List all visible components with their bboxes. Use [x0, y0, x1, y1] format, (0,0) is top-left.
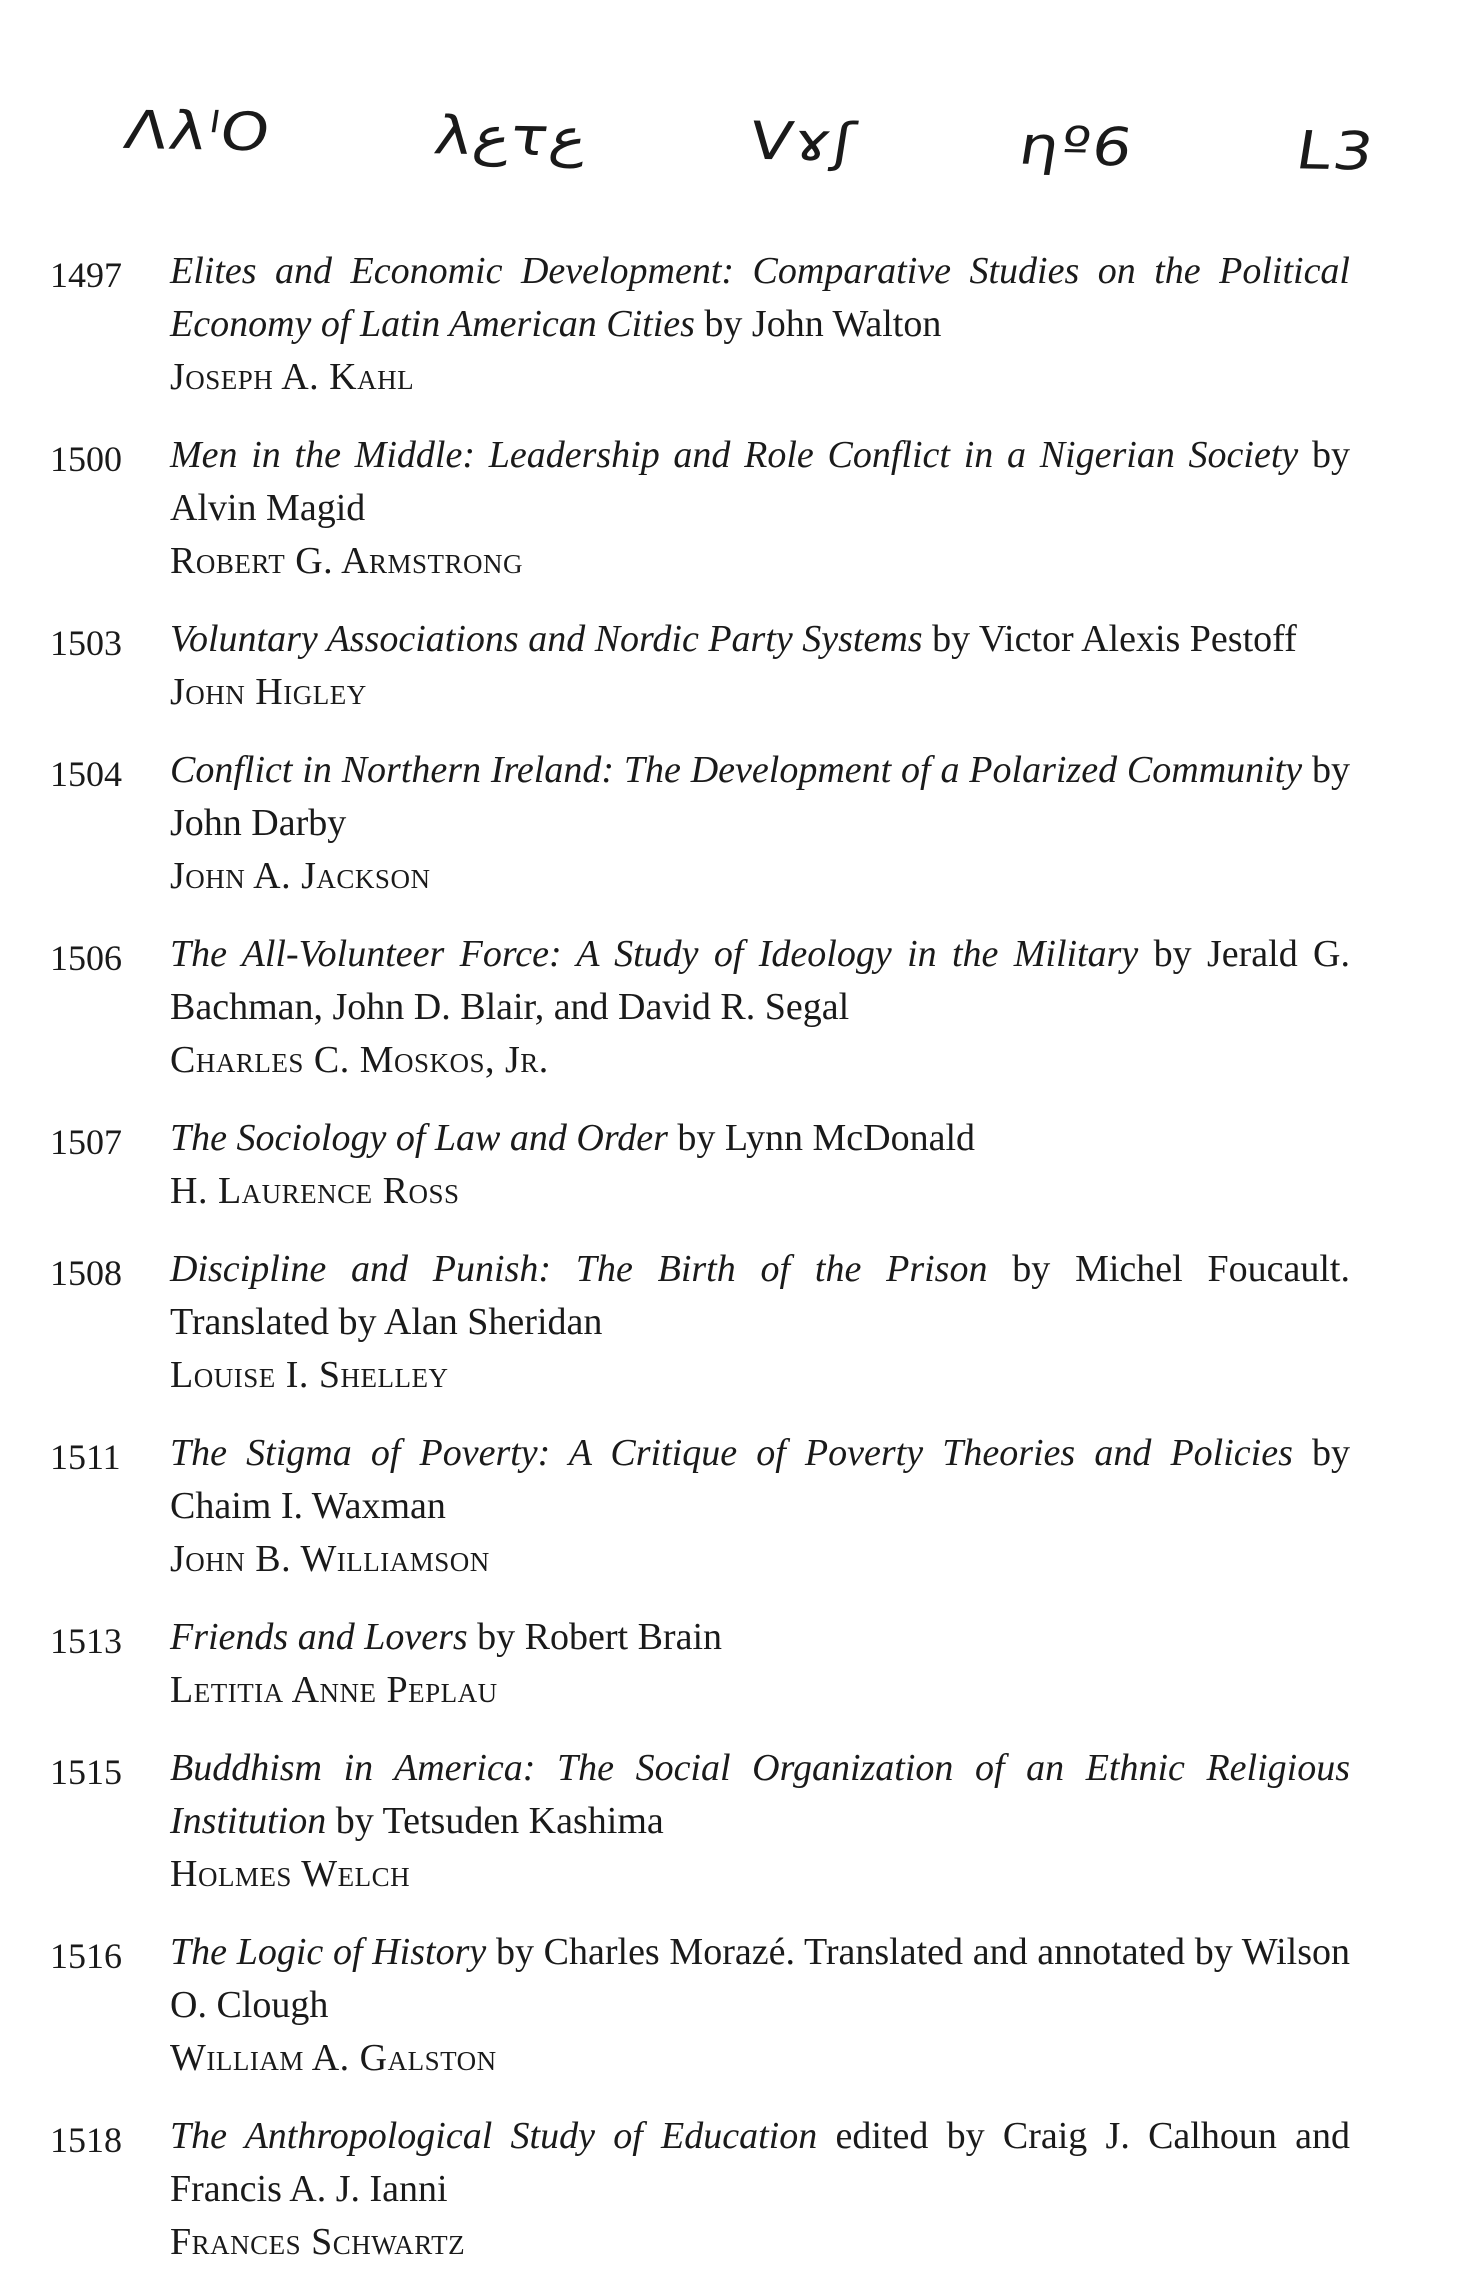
page-number: 1506 — [50, 938, 122, 978]
book-author: by Michel Foucault. Translated by Alan Sheridan — [170, 1248, 1350, 1343]
book-title: The Sociology of Law and Order — [170, 1117, 668, 1159]
handwritten-mark: Vɤʃ — [745, 109, 862, 173]
review-entry — [50, 1926, 1350, 2085]
review-entry — [50, 429, 1350, 588]
entry-body — [170, 613, 1350, 719]
handwritten-mark: ΛλˡO — [120, 98, 277, 163]
review-entry — [50, 744, 1350, 903]
book-author: edited by Craig J. Calhoun and Francis A. J. Ianni — [170, 2115, 1350, 2210]
book-title: Discipline and Punish: The Birth of the Prison — [170, 1248, 988, 1290]
entry-body — [170, 1742, 1350, 1901]
review-entry — [50, 613, 1350, 719]
page-number: 1497 — [50, 255, 122, 295]
review-entry — [50, 1742, 1350, 1901]
book-author: by Lynn McDonald — [667, 1117, 975, 1159]
review-entry — [50, 928, 1350, 1087]
book-author: by Jerald G. Bachman, John D. Blair, and David R. Segal — [170, 933, 1350, 1028]
review-entry — [50, 2110, 1350, 2269]
entry-body — [170, 1611, 1350, 1717]
entry-body — [170, 2110, 1350, 2269]
entry-body — [170, 245, 1350, 404]
entry-body — [170, 429, 1350, 588]
page-number: 1518 — [50, 2120, 122, 2160]
reviewer-name: John Higley — [170, 671, 367, 713]
book-citation — [170, 245, 1350, 351]
book-title: The Logic of History — [170, 1931, 487, 1973]
page-number: 1500 — [50, 439, 122, 479]
book-author: by Alvin Magid — [170, 434, 1350, 529]
reviewer-name: Charles C. Moskos, Jr. — [170, 1039, 549, 1081]
handwritten-mark: λعτع — [429, 103, 592, 169]
book-title: Friends and Lovers — [170, 1616, 468, 1658]
reviewer-name: Louise I. Shelley — [170, 1354, 449, 1396]
book-citation — [170, 1742, 1350, 1848]
reviewer-name: H. Laurence Ross — [170, 1170, 460, 1212]
book-title: Men in the Middle: Leadership and Role Conflict in a Nigerian Society — [170, 434, 1299, 476]
book-title: Elites and Economic Development: Comparative Studies on the Political Economy of Latin American Cities — [170, 250, 1350, 345]
book-citation — [170, 1427, 1350, 1533]
book-citation — [170, 1243, 1350, 1349]
page-number: 1511 — [50, 1437, 121, 1477]
handwritten-annotation — [120, 84, 1380, 196]
review-entry — [50, 245, 1350, 404]
book-author: by Charles Morazé. Translated and annotated by Wilson O. Clough — [170, 1931, 1350, 2026]
book-author: by Chaim I. Waxman — [170, 1432, 1351, 1527]
book-author: by Robert Brain — [467, 1616, 723, 1658]
book-citation — [170, 2110, 1350, 2216]
book-author: by John Walton — [694, 303, 942, 345]
page-number: 1516 — [50, 1936, 122, 1976]
review-entry — [50, 1427, 1350, 1586]
book-title: Voluntary Associations and Nordic Party Systems — [170, 618, 923, 660]
book-title: The Anthropological Study of Education — [170, 2115, 818, 2157]
page-number: 1503 — [50, 623, 122, 663]
reviewer-name: Letitia Anne Peplau — [170, 1669, 498, 1711]
book-author: by Tetsuden Kashima — [326, 1800, 664, 1842]
book-title: Conflict in Northern Ireland: The Development of a Polarized Community — [170, 749, 1303, 791]
reviewer-name: Frances Schwartz — [170, 2221, 466, 2263]
entry-body — [170, 744, 1350, 903]
entry-body — [170, 1926, 1350, 2085]
review-entry — [50, 1611, 1350, 1717]
reviewer-name: Joseph A. Kahl — [170, 356, 415, 398]
review-entry — [50, 1243, 1350, 1402]
book-title: The All-Volunteer Force: A Study of Ideology in the Military — [170, 933, 1139, 975]
book-author: by John Darby — [170, 749, 1350, 844]
entry-body — [170, 1427, 1350, 1586]
reviewer-name: John B. Williamson — [170, 1538, 490, 1580]
book-citation — [170, 613, 1350, 666]
page-number: 1507 — [50, 1122, 122, 1162]
review-entry — [50, 1112, 1350, 1218]
book-citation — [170, 1112, 1350, 1165]
handwritten-mark: L3 — [1291, 118, 1380, 182]
page-number: 1504 — [50, 754, 122, 794]
reviewer-name: Holmes Welch — [170, 1853, 411, 1895]
reviewer-name: Robert G. Armstrong — [170, 540, 524, 582]
book-citation — [170, 429, 1350, 535]
entry-body — [170, 1112, 1350, 1218]
book-title: Buddhism in America: The Social Organization of an Ethnic Religious Institution — [170, 1747, 1350, 1842]
page-number: 1508 — [50, 1253, 122, 1293]
book-citation — [170, 744, 1350, 850]
book-citation — [170, 928, 1350, 1034]
page-number: 1513 — [50, 1621, 122, 1661]
handwritten-mark: ηº6 — [1014, 113, 1139, 178]
book-author: by Victor Alexis Pestoff — [922, 618, 1297, 660]
reviewer-name: John A. Jackson — [170, 855, 431, 897]
page-number: 1515 — [50, 1752, 122, 1792]
book-citation — [170, 1611, 1350, 1664]
book-title: The Stigma of Poverty: A Critique of Poverty Theories and Policies — [170, 1432, 1293, 1474]
book-citation — [170, 1926, 1350, 2032]
reviewer-name: William A. Galston — [170, 2037, 497, 2079]
review-list — [50, 245, 1350, 2294]
entry-body — [170, 1243, 1350, 1402]
entry-body — [170, 928, 1350, 1087]
